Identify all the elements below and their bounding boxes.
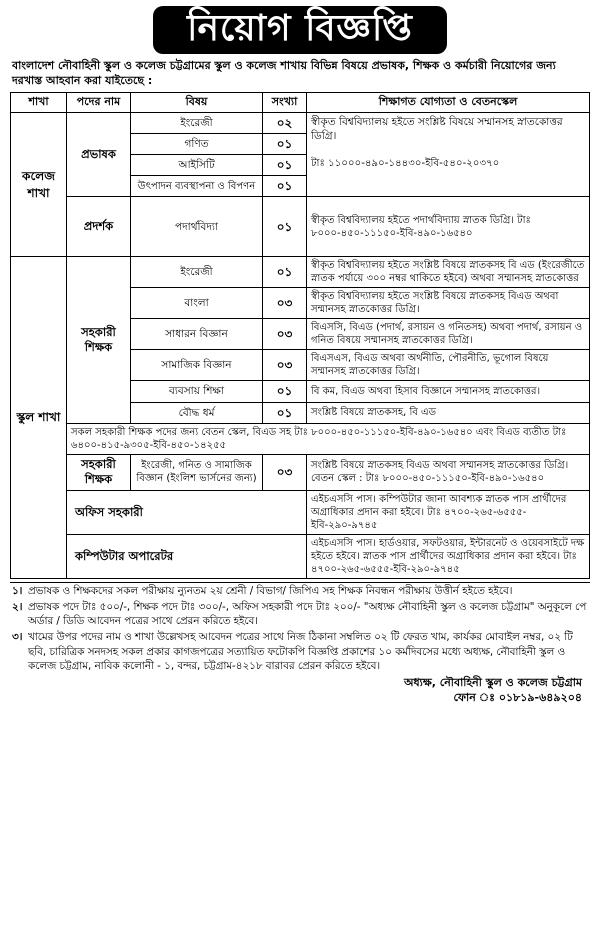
signature-block [10, 676, 590, 706]
table-row [11, 490, 590, 534]
count-cell: ০১ [263, 381, 307, 402]
post-lecturer: প্রভাষক [67, 112, 131, 197]
qualification-cell: সংশ্লিষ্ট বিষয়ে স্নাতকসহ, বি এড [307, 402, 590, 423]
count-cell: ০১ [263, 133, 307, 154]
pay-scale-text: টাঃ ১১০০০-৪৯০-১৪৪৩০-ইবি-৫৪০-২০৩৭০ [311, 157, 500, 169]
note-number: ১। [12, 584, 23, 597]
table-row [11, 423, 590, 454]
count-cell: ০১ [263, 176, 307, 197]
subject-cell: ব্যবসায় শিক্ষা [131, 381, 263, 402]
count-cell: ০৩ [263, 319, 307, 350]
header-post: পদের নাম [67, 92, 131, 112]
list-item [10, 583, 590, 599]
list-item [10, 629, 590, 674]
count-cell: ০১ [263, 197, 307, 257]
list-item [10, 599, 590, 629]
header-count: সংখ্যা [263, 92, 307, 112]
qualification-cell: বিএসসি, বিএড (পদার্থ, রসায়ন ও গনিতসহ) অথবা পদার্থ, রসায়ন ও গনিত বিষয়ে সম্মানসহ স্নাতকোত্তর ডিগ্রি। [307, 319, 590, 350]
qualification-cell: বিএসএস, বিএড অথবা অর্থনীতি, পৌরনীতি, ভূগোল বিষয়ে সম্মানসহ স্নাতকোত্তর ডিগ্রি। [307, 350, 590, 381]
table-row [11, 112, 590, 133]
signature-phone: ফোন ঃ ০১৮১৯-৬৪৯২০৪ [453, 690, 582, 704]
subject-cell: ইংরেজী, গনিত ও সামাজিক বিজ্ঞান (ইংলিশ ভার্সনের জন্য) [131, 454, 263, 490]
subject-cell: বৌদ্ধ ধর্ম [131, 402, 263, 423]
table-row [11, 257, 590, 288]
post-assistant-teacher-english: সহকারী শিক্ষক [67, 454, 131, 490]
notes-section [10, 582, 590, 674]
header-branch: শাখা [11, 92, 67, 112]
subject-cell: পদার্থবিদ্যা [131, 197, 263, 257]
post-computer-operator: কম্পিউটার অপারেটর [67, 534, 307, 578]
header-subject: বিষয় [131, 92, 263, 112]
count-cell: ০১ [263, 402, 307, 423]
qualification-cell: স্বীকৃত বিশ্ববিদ্যালয় হইতে সংশ্লিষ্ট বিষয়ে স্নাতকসহ বিএড অথবা সম্মানসহ স্নাতকোত্তর ডিগ্রি। [307, 288, 590, 319]
title-wrap [10, 6, 590, 54]
qualification-text: স্বীকৃত বিশ্ববিদ্যালয় হইতে সংশ্লিষ্ট বিষয়ে সম্মানসহ স্নাতকোত্তর ডিগ্রি। [311, 115, 563, 142]
subject-cell: ইংরেজী [131, 112, 263, 133]
note-number: ২। [12, 600, 23, 613]
post-assistant-teacher: সহকারী শিক্ষক [67, 257, 131, 423]
table-row [11, 534, 590, 578]
note-text: প্রভাষক ও শিক্ষকদের সকল পরীক্ষায় ন্যুনতম ২য় শ্রেনী / বিভাগ/ জিপিএ সহ শিক্ষক নিবন্ধন পরীক্ষায় উত্তীর্ন হইতে হইবে। [28, 584, 513, 597]
signature-title: অধ্যক্ষ, নৌবাহিনী স্কুল ও কলেজ চট্টগ্রাম [403, 676, 582, 689]
vacancy-table [10, 92, 590, 579]
table-row [11, 454, 590, 490]
note-number: ৩। [12, 631, 23, 644]
qualification-cell: বি কম, বিএড অথবা হিসাব বিজ্ঞানে সম্মানসহ স্নাতকোত্তর। [307, 381, 590, 402]
subject-cell: উৎপাদন ব্যবস্থাপনা ও বিপণন [131, 176, 263, 197]
subject-cell: সাধারন বিজ্ঞান [131, 319, 263, 350]
table-header-row [11, 92, 590, 112]
note-text: খামের উপর পদের নাম ও শাখা উল্লেখসহ আবেদন পত্রের সাথে নিজ ঠিকানা সম্বলিত ০২ টি ফেরত খাম, কার্যকর মোবাইল নম্বর, ০২ টি ছবি, চারিত্রিক সনদসহ সকল প্রকার কাগজপত্রের সত্যায়িত ফটোকপি বিজ্ঞপ্তি প্রকাশের ১০ কর্মদিবসের মধ্যে অধ্যক্ষ, নৌবাহিনী স্কুল ও কলেজ চট্টগ্রাম, নাবিক কলোনী - ১, বন্দর, চট্টগ্রাম-৪২১৮ বারাবর প্রেরন করিতে হইবে। [28, 631, 573, 672]
qualification-cell: সংশ্লিষ্ট বিষয়ে স্নাতকসহ বিএড অথবা সম্মানসহ স্নাতকোত্তর ডিগ্রি। বেতন স্কেল : টাঃ ৮০০০-৪৫০-১১১৫০-ইবি-৪৯০-১৬৫৪০ [307, 454, 590, 490]
qualification-demonstrator: স্বীকৃত বিশ্ববিদ্যালয় হইতে পদার্থবিদ্যায় স্নাতক ডিগ্রি। টাঃ ৮০০০-৪৫০-১১১৫০-ইবি-৪৯০-১৬৫৪০ [307, 197, 590, 257]
post-demonstrator: প্রদর্শক [67, 197, 131, 257]
count-cell: ০১ [263, 155, 307, 176]
header-qualification: শিক্ষাগত যোগ্যতা ও বেতনস্কেল [307, 92, 590, 112]
qualification-lecturer [307, 112, 590, 197]
qualification-cell: এইচএসসি পাস। কম্পিউটার জানা আবশ্যক স্নাতক পাস প্রার্থীদের অগ্রাধিকার প্রদান করা হইবে। টাঃ ৪৭০০-২৬৫-৬৫৫৫-ইবি-২৯০-৯৭৪৫ [307, 490, 590, 534]
count-cell: ০৩ [263, 350, 307, 381]
subject-cell: ইংরেজী [131, 257, 263, 288]
count-cell: ০৩ [263, 288, 307, 319]
qualification-cell: এইচএসসি পাস। হার্ডওয়ার, সফটওয়ার, ইন্টারনেট ও ওয়েবসাইটে দক্ষ হইতে হইবে। স্নাতক পাস প্রার্থীদের অগ্রাধিকার প্রদান করা হইবে। টাঃ ৪৭০০-২৬৫-৬৫৫৫-ইবি-২৯০-৯৭৪৫ [307, 534, 590, 578]
count-cell: ০৩ [263, 454, 307, 490]
note-text: প্রভাষক পদে টাঃ ৫০০/-, শিক্ষক পদে টাঃ ৩০০/-, অফিস সহকারী পদে টাঃ ২০০/- "অধ্যক্ষ নৌবাহিনী স্কুল ও কলেজ চট্টগ্রাম" অনুকূলে পে অর্ডার / ডিডি আবেদন পত্রের সাথে প্রেরন করিতে হইবে। [28, 600, 587, 628]
branch-college: কলেজ শাখা [11, 112, 67, 257]
table-row [11, 197, 590, 257]
qualification-cell: স্বীকৃত বিশ্ববিদ্যালয় হইতে সংশ্লিষ্ট বিষয়ে স্নাতকসহ বি এড (ইংরেজীতে স্নাতক পর্যায়ে ৩০০ নম্বর থাকিতে হইবে) অথবা সম্মানসহ স্নাতকোত্তর [307, 257, 590, 288]
subject-cell: আইসিটি [131, 155, 263, 176]
page-title: নিয়োগ বিজ্ঞপ্তি [153, 6, 447, 54]
count-cell: ০২ [263, 112, 307, 133]
subject-cell: সামাজিক বিজ্ঞান [131, 350, 263, 381]
subject-cell: বাংলা [131, 288, 263, 319]
intro-text: বাংলাদেশ নৌবাহিনী স্কুল ও কলেজ চট্টগ্রামের স্কুল ও কলেজ শাখায় বিভিন্ন বিষয়ে প্রভাষক, শিক্ষক ও কর্মচারী নিয়োগের জন্য দরখাস্ত আহবান করা যাইতেছে : [12, 59, 556, 88]
subject-cell: গণিত [131, 133, 263, 154]
count-cell: ০১ [263, 257, 307, 288]
post-office-assistant: অফিস সহকারী [67, 490, 307, 534]
pay-note: সকল সহকারী শিক্ষক পদের জন্য বেতন স্কেল, বিএড সহ টাঃ ৮০০০-৪৫০-১১১৫০-ইবি-৪৯০-১৬৫৪০ এবং বিএড ব্যতীত টাঃ ৬৪০০-৪১৫-৯৩০৫-ইবি-৪৫০-১৪২৫৫ [67, 423, 590, 454]
branch-school: স্কুল শাখা [11, 257, 67, 578]
